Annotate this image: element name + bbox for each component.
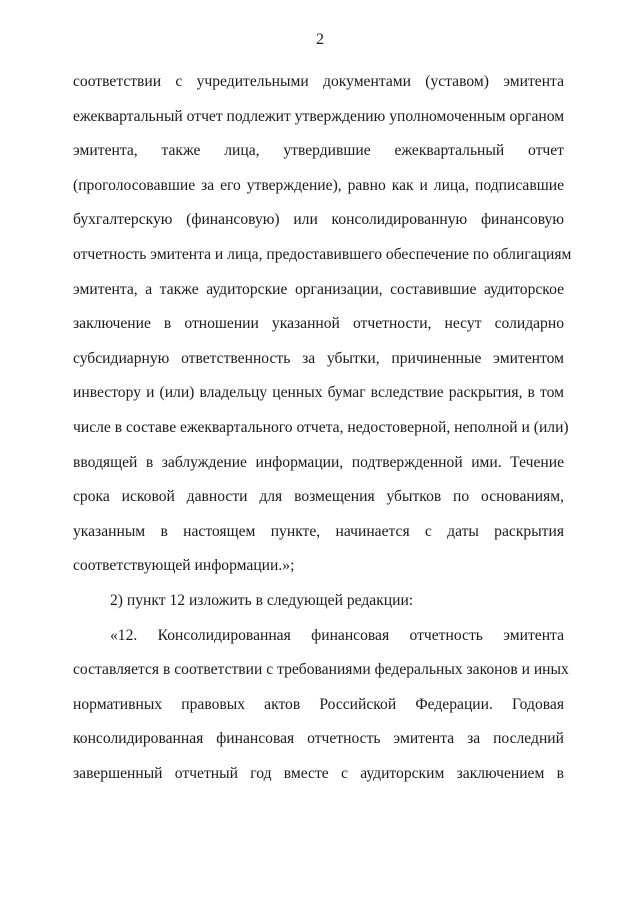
text-line: вводящей в заблуждение информации, подтвержденной ими. Течение: [73, 453, 564, 471]
text-line: ежеквартальный отчет подлежит утверждению уполномоченным органом: [73, 107, 565, 125]
page-number: 2: [316, 31, 324, 48]
paragraph: [73, 584, 564, 619]
text-line: отчетность эмитента и лица, предоставившего обеспечение по облигациям: [73, 245, 572, 263]
text-line: нормативных правовых актов Российской Федерации. Годовая: [73, 695, 564, 713]
paragraph: [73, 65, 572, 584]
text-line: завершенный отчетный год вместе с аудиторским заключением в: [73, 764, 564, 782]
text-line: «12. Консолидированная финансовая отчетность эмитента: [110, 626, 564, 644]
text-line: соответствии с учредительными документами (уставом) эмитента: [73, 73, 564, 90]
text-line: составляется в соответствии с требованиями федеральных законов и иных: [73, 661, 569, 679]
paragraph: [73, 619, 569, 792]
text-line: срока исковой давности для возмещения убытков по основаниям,: [73, 488, 564, 506]
text-line: числе в составе ежеквартального отчета, недостоверной, неполной и (или): [73, 418, 569, 436]
text-line: эмитента, а также аудиторские организации, составившие аудиторское: [73, 280, 564, 298]
text-line: эмитента, также лица, утвердившие ежеквартальный отчет: [73, 142, 564, 160]
text-line: заключение в отношении указанной отчетности, несут солидарно: [73, 315, 564, 333]
text-line: 2) пункт 12 изложить в следующей редакции:: [110, 591, 414, 609]
text-line: бухгалтерскую (финансовую) или консолидированную финансовую: [73, 211, 564, 229]
text-line: инвестору и (или) владельцу ценных бумаг вследствие раскрытия, в том: [73, 384, 564, 402]
document-body: [73, 65, 572, 791]
text-line: (проголосовавшие за его утверждение), равно как и лица, подписавшие: [73, 176, 564, 194]
text-line: консолидированная финансовая отчетность эмитента за последний: [73, 730, 564, 748]
text-line: указанным в настоящем пункте, начинается с даты раскрытия: [73, 522, 564, 540]
text-line: субсидиарную ответственность за убытки, причиненные эмитентом: [73, 349, 564, 367]
text-line: соответствующей информации.»;: [73, 557, 295, 575]
